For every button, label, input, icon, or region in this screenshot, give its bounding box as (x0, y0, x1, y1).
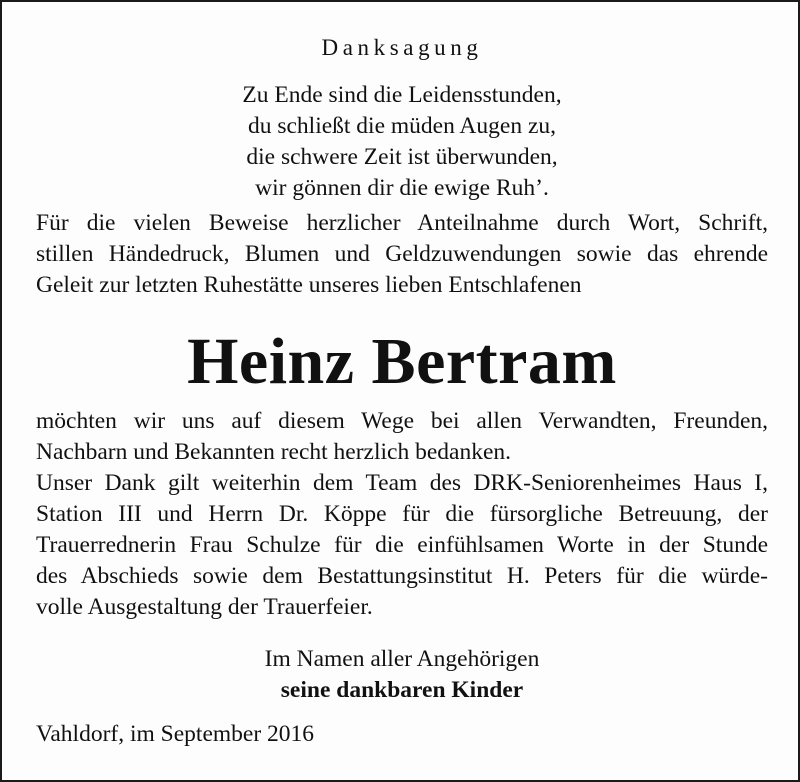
deceased-name: Heinz Bertram (187, 325, 617, 398)
poem-line: du schließt die müden Augen zu, (247, 113, 557, 139)
signature-signer: seine dankbaren Kinder (280, 677, 524, 703)
intro-line: stillen Händedruck, Blumen und Geldzuwendungen sowie das ehrende (36, 241, 768, 267)
body-line: des Abschieds sowie dem Bestattungsinstitut H. Peters für die würde- (36, 563, 768, 589)
body-line: volle Ausgestaltung der Trauerfeier. (36, 594, 373, 620)
intro-paragraph (36, 208, 768, 301)
poem-line: wir gönnen dir die ewige Ruh’. (255, 175, 549, 201)
body-line: Unser Dank gilt weiterhin dem Team des DRK-Seniorenheimes Haus I, (36, 470, 768, 496)
signature-line: Im Namen aller Angehörigen (264, 646, 540, 672)
poem-line: Zu Ende sind die Leidensstunden, (242, 82, 562, 108)
poem-line: die schwere Zeit ist überwunden, (246, 144, 558, 170)
place-and-date: Vahldorf, im September 2016 (36, 721, 315, 747)
memorial-poem (2, 80, 800, 204)
thanks-paragraph (36, 406, 768, 623)
body-line: möchten wir uns auf diesem Wege bei allen Verwandten, Freunden, (36, 408, 768, 434)
notice-title: Danksagung (321, 35, 483, 60)
body-line: Nachbarn und Bekannten recht herzlich bedanken. (36, 439, 512, 465)
intro-line: Für die vielen Beweise herzlicher Anteilnahme durch Wort, Schrift, (36, 210, 768, 236)
body-line: Trauerrednerin Frau Schulze für die einfühlsamen Worte in der Stunde (36, 532, 768, 558)
intro-line: Geleit zur letzten Ruhestätte unseres lieben Entschlafenen (36, 272, 582, 298)
body-line: Station III und Herrn Dr. Köppe für die fürsorgliche Betreuung, der (36, 501, 768, 527)
signature-block (2, 644, 800, 706)
